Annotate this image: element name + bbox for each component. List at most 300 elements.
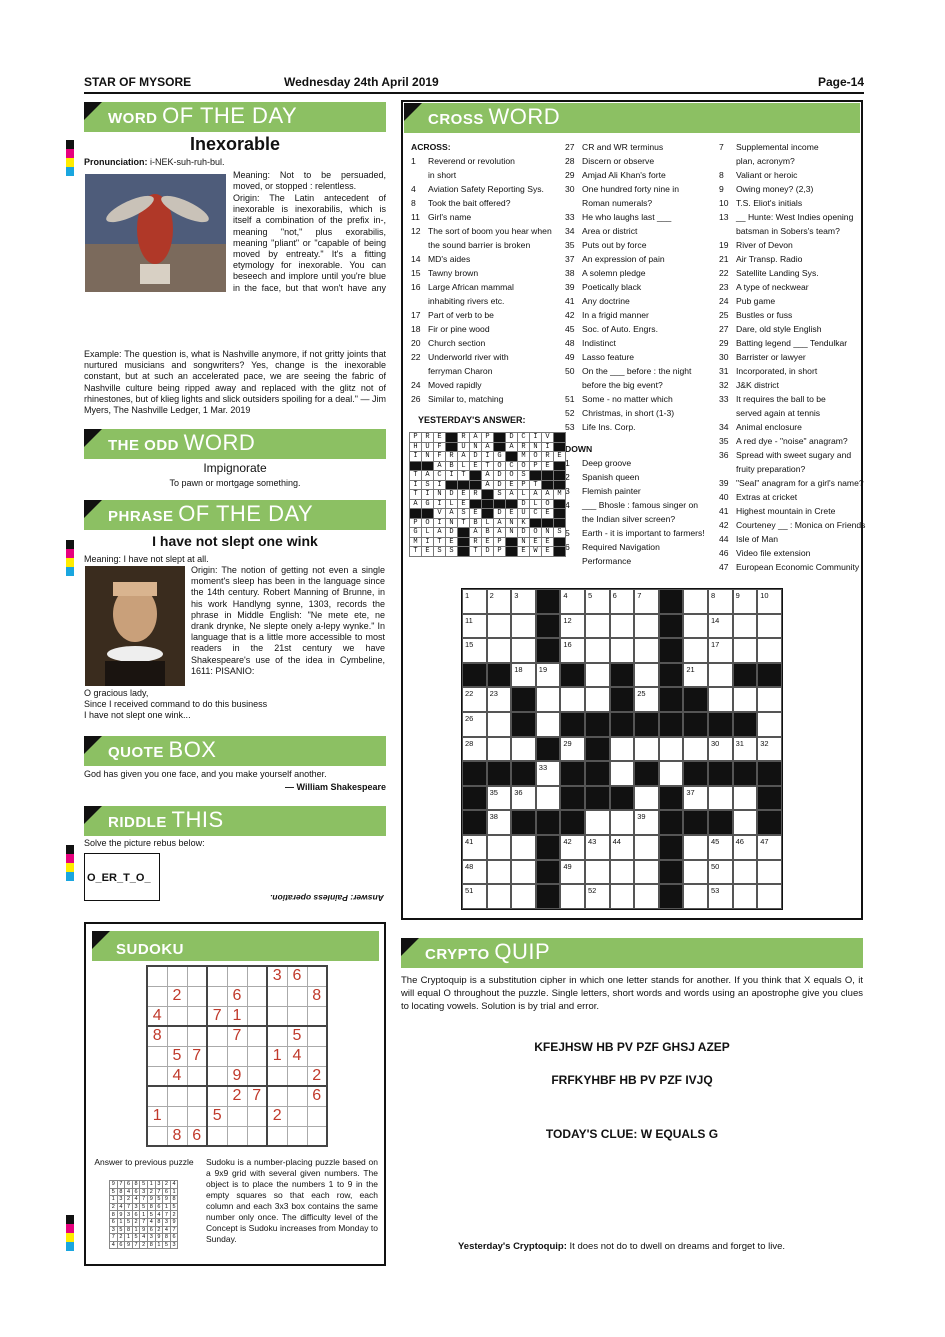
crossword-cell[interactable] [634, 860, 659, 885]
crossword-cell[interactable] [511, 638, 536, 663]
sudoku-prev-cell: 1 [170, 1188, 178, 1196]
sudoku-cell[interactable] [247, 1066, 267, 1086]
crossword-cell[interactable] [536, 786, 561, 811]
crossword-cell[interactable]: 22 [462, 687, 487, 712]
sudoku-cell[interactable] [207, 1026, 227, 1046]
sudoku-cell[interactable]: 2 [167, 986, 187, 1006]
yesterday-cell: O [494, 461, 506, 471]
sudoku-cell[interactable] [247, 966, 267, 986]
yesterday-cell [542, 471, 554, 481]
sudoku-cell[interactable] [307, 1126, 327, 1146]
yesterday-cell: N [542, 528, 554, 538]
yesterday-cell: R [470, 537, 482, 547]
sudoku-cell[interactable] [207, 966, 227, 986]
sudoku-cell[interactable] [167, 1086, 187, 1106]
crossword-cell[interactable]: 38 [487, 810, 512, 835]
crossword-cell[interactable] [610, 810, 635, 835]
yesterday-cell: E [542, 547, 554, 557]
sudoku-cell[interactable] [147, 966, 167, 986]
sudoku-cell[interactable]: 1 [267, 1046, 287, 1066]
sudoku-prev-cell: 6 [110, 1218, 118, 1226]
clue: 52 Christmas, in short (1-3) [565, 408, 675, 418]
crossword-cell[interactable]: 6 [610, 589, 635, 614]
crossword-cell[interactable]: 14 [708, 614, 733, 639]
sudoku-cell[interactable]: 5 [287, 1026, 307, 1046]
sudoku-cell[interactable] [247, 986, 267, 1006]
crossword-cell[interactable] [511, 614, 536, 639]
crossword-cell[interactable] [733, 614, 758, 639]
crossword-cell[interactable]: 19 [536, 663, 561, 688]
crossword-cell[interactable] [536, 712, 561, 737]
crossword-cell[interactable]: 26 [462, 712, 487, 737]
crossword-cell[interactable] [487, 614, 512, 639]
word-example: Example: The question is, what is Nashville anymore, if not gritty joints that nurtured musicians and songwriters? Yes, change is the inexorable constant, but at such an accelerated pace, we are seeing the fabric of Nashville culture being ripped away and replaced with the glitz not of rhinestones, but of klieg lights and slick outsiders spoiling for a deal." — Jim Myers, The Nashville Ledger, 1 Mar. 2019 [84, 349, 386, 416]
sudoku-prev-cell: 8 [110, 1211, 118, 1219]
crossword-cell[interactable] [610, 638, 635, 663]
crossword-cell[interactable]: 5 [585, 589, 610, 614]
sudoku-prev-cell: 5 [140, 1203, 148, 1211]
crossword-cell [462, 761, 487, 786]
crossword-cell[interactable]: 17 [708, 638, 733, 663]
crossword-cell[interactable] [585, 860, 610, 885]
crossword-cell[interactable] [757, 860, 782, 885]
sudoku-cell[interactable] [267, 1126, 287, 1146]
crossword-cell[interactable]: 52 [585, 884, 610, 909]
yesterday-cell: S [446, 547, 458, 557]
sudoku-cell[interactable]: 8 [307, 986, 327, 1006]
sudoku-prev-cell: 3 [132, 1203, 140, 1211]
clue: 2 Spanish queen [565, 472, 640, 482]
sudoku-cell[interactable] [247, 1126, 267, 1146]
sudoku-cell[interactable] [247, 1106, 267, 1126]
sudoku-cell[interactable] [227, 1126, 247, 1146]
crossword-cell[interactable] [487, 712, 512, 737]
crossword-cell [536, 589, 561, 614]
sudoku-cell[interactable] [187, 1086, 207, 1106]
crossword-cell[interactable] [487, 638, 512, 663]
sudoku-prev-cell: 8 [132, 1181, 140, 1189]
clue: 5 Earth - it is important to farmers! [565, 528, 705, 538]
crossword-cell[interactable]: 44 [610, 835, 635, 860]
sudoku-prev-answer [109, 1180, 178, 1249]
sudoku-cell[interactable]: 7 [227, 1026, 247, 1046]
crossword-cell [708, 712, 733, 737]
crossword-cell[interactable] [610, 614, 635, 639]
sudoku-cell[interactable] [147, 1066, 167, 1086]
crossword-cell[interactable] [634, 737, 659, 762]
sudoku-cell[interactable]: 7 [247, 1086, 267, 1106]
yesterday-cell [554, 537, 566, 547]
crossword-cell[interactable]: 48 [462, 860, 487, 885]
phrase-meaning: Meaning: I have not slept at all. [84, 554, 209, 564]
crossword-cell [659, 860, 684, 885]
crossword-cell[interactable] [560, 884, 585, 909]
crossword-cell[interactable]: 11 [462, 614, 487, 639]
yesterday-cell: P [494, 537, 506, 547]
sudoku-cell[interactable] [267, 1086, 287, 1106]
sudoku-cell[interactable] [247, 1046, 267, 1066]
clue: 47 European Economic Community [719, 562, 860, 572]
crossword-cell [585, 712, 610, 737]
sudoku-cell[interactable]: 8 [147, 1026, 167, 1046]
crossword-cell [708, 761, 733, 786]
crossword-cell[interactable]: 45 [708, 835, 733, 860]
crossword-cell[interactable]: 39 [634, 810, 659, 835]
crossword-cell[interactable]: 43 [585, 835, 610, 860]
yesterday-cell: D [494, 471, 506, 481]
crossword-cell[interactable] [757, 687, 782, 712]
sudoku-cell[interactable] [187, 1006, 207, 1026]
sudoku-cell[interactable]: 6 [187, 1126, 207, 1146]
crossword-cell[interactable]: 29 [560, 737, 585, 762]
crossword-cell[interactable] [733, 638, 758, 663]
sudoku-prev-cell: 3 [170, 1241, 178, 1249]
crossword-cell [708, 810, 733, 835]
crossword-cell[interactable] [511, 737, 536, 762]
crossword-cell[interactable]: 16 [560, 638, 585, 663]
sudoku-cell[interactable] [167, 1026, 187, 1046]
yesterday-cell: D [470, 452, 482, 462]
clue: 13 __ Hunte: West Indies opening [719, 212, 854, 222]
sudoku-cell[interactable]: 1 [147, 1106, 167, 1126]
crossword-cell[interactable] [585, 810, 610, 835]
crossword-cell[interactable] [733, 860, 758, 885]
yesterday-cell: N [434, 490, 446, 500]
sudoku-cell[interactable] [267, 1066, 287, 1086]
sudoku-cell[interactable] [307, 966, 327, 986]
sudoku-cell[interactable]: 6 [287, 966, 307, 986]
sudoku-cell[interactable]: 2 [307, 1066, 327, 1086]
sudoku-cell[interactable] [287, 1086, 307, 1106]
crossword-cell[interactable]: 2 [487, 589, 512, 614]
crossword-cell[interactable] [634, 638, 659, 663]
clue: 30 Barrister or lawyer [719, 352, 806, 362]
crossword-cell[interactable]: 9 [733, 589, 758, 614]
sudoku-cell[interactable]: 8 [167, 1126, 187, 1146]
sudoku-cell[interactable] [167, 1106, 187, 1126]
clue: 29 Amjad Ali Khan's forte [565, 170, 666, 180]
yesterday-cell [554, 499, 566, 509]
down-label: DOWN [565, 444, 593, 454]
crossword-cell[interactable] [733, 687, 758, 712]
sudoku-cell[interactable] [247, 1006, 267, 1026]
yesterday-cell [506, 499, 518, 509]
yesterday-cell [554, 547, 566, 557]
crossword-cell[interactable]: 25 [634, 687, 659, 712]
yesterday-cell: U [458, 442, 470, 452]
crossword-cell [560, 810, 585, 835]
crossword-cell [511, 712, 536, 737]
sudoku-cell[interactable] [307, 1106, 327, 1126]
sudoku-cell[interactable]: 1 [227, 1006, 247, 1026]
yesterday-cell: E [434, 433, 446, 443]
crossword-cell[interactable]: 37 [683, 786, 708, 811]
sudoku-cell[interactable] [227, 1106, 247, 1126]
crossword-cell[interactable] [757, 638, 782, 663]
yesterday-cell [494, 442, 506, 452]
sudoku-cell[interactable] [147, 986, 167, 1006]
crossword-cell [462, 786, 487, 811]
sudoku-cell[interactable] [187, 1026, 207, 1046]
crossword-cell[interactable] [733, 884, 758, 909]
sudoku-prev-cell: 7 [132, 1241, 140, 1249]
sudoku-prev-cell: 7 [117, 1181, 125, 1189]
yesterday-cell: D [518, 528, 530, 538]
clue: 11 Girl's name [411, 212, 472, 222]
crossword-cell[interactable] [634, 884, 659, 909]
crossword-cell[interactable]: 12 [560, 614, 585, 639]
sudoku-cell[interactable] [207, 1046, 227, 1066]
crossword-cell[interactable] [683, 737, 708, 762]
sudoku-cell[interactable]: 5 [207, 1106, 227, 1126]
sudoku-cell[interactable] [167, 966, 187, 986]
crossword-cell[interactable] [560, 687, 585, 712]
crossword-cell[interactable]: 50 [708, 860, 733, 885]
sudoku-prev-cell: 5 [117, 1226, 125, 1234]
sudoku-cell[interactable]: 4 [167, 1066, 187, 1086]
crossword-cell[interactable] [610, 761, 635, 786]
crossword-cell[interactable] [536, 687, 561, 712]
crossword-cell[interactable]: 1 [462, 589, 487, 614]
sudoku-cell[interactable]: 4 [147, 1006, 167, 1026]
crossword-cell[interactable]: 53 [708, 884, 733, 909]
yesterday-cell: M [518, 452, 530, 462]
crossword-cell[interactable]: 10 [757, 589, 782, 614]
crossword-cell [659, 638, 684, 663]
crossword-cell[interactable]: 32 [757, 737, 782, 762]
crossword-cell[interactable] [708, 786, 733, 811]
sudoku-cell[interactable]: 2 [227, 1086, 247, 1106]
yesterday-cell [446, 433, 458, 443]
crossword-cell[interactable] [610, 737, 635, 762]
crossword-cell[interactable] [733, 786, 758, 811]
yesterday-cell [554, 480, 566, 490]
crossword-cell[interactable] [511, 884, 536, 909]
sudoku-cell[interactable] [267, 986, 287, 1006]
crossword-cell[interactable] [511, 860, 536, 885]
sudoku-cell[interactable] [267, 1026, 287, 1046]
yesterday-answer-label: YESTERDAY'S ANSWER: [418, 415, 526, 425]
sudoku-cell[interactable]: 5 [167, 1046, 187, 1066]
crossword-cell[interactable]: 28 [462, 737, 487, 762]
crossword-cell[interactable] [634, 786, 659, 811]
crossword-cell[interactable]: 36 [511, 786, 536, 811]
clue: 45 Soc. of Auto. Engrs. [565, 324, 658, 334]
yesterday-cell: T [410, 471, 422, 481]
yesterday-cell [554, 433, 566, 443]
crossword-cell[interactable]: 47 [757, 835, 782, 860]
sudoku-cell[interactable] [187, 986, 207, 1006]
sudoku-prev-cell: 7 [110, 1234, 118, 1242]
sudoku-cell[interactable] [187, 1106, 207, 1126]
crossword-cell[interactable] [683, 884, 708, 909]
sudoku-cell[interactable] [287, 986, 307, 1006]
sudoku-cell[interactable] [247, 1026, 267, 1046]
yesterday-cell: A [494, 528, 506, 538]
crossword-cell[interactable] [634, 614, 659, 639]
yesterday-cell: E [506, 509, 518, 519]
sudoku-cell[interactable] [287, 1106, 307, 1126]
sudoku-cell[interactable]: 4 [287, 1046, 307, 1066]
yesterday-cell: O [422, 518, 434, 528]
yesterday-cell: E [422, 547, 434, 557]
crossword-cell[interactable] [708, 687, 733, 712]
sudoku-cell[interactable] [207, 1066, 227, 1086]
sudoku-cell[interactable] [307, 1006, 327, 1026]
yesterday-cell: P [482, 433, 494, 443]
yesterday-cell: G [494, 452, 506, 462]
yesterday-cell: S [554, 528, 566, 538]
sudoku-prev-cell: 2 [140, 1241, 148, 1249]
yesterday-cell: A [542, 490, 554, 500]
yesterday-cell: A [530, 490, 542, 500]
crossword-cell[interactable] [683, 638, 708, 663]
sudoku-cell[interactable] [187, 1066, 207, 1086]
crossword-cell[interactable] [683, 614, 708, 639]
clue: 44 Isle of Man [719, 534, 779, 544]
sudoku-prev-cell: 8 [163, 1234, 171, 1242]
pronunciation: i-NEK-suh-ruh-bul. [150, 157, 225, 167]
crossword-cell [610, 687, 635, 712]
crossword-cell [536, 737, 561, 762]
crossword-cell[interactable]: 30 [708, 737, 733, 762]
crossword-cell[interactable] [487, 737, 512, 762]
crossword-cell[interactable] [733, 810, 758, 835]
crossword-cell[interactable] [757, 614, 782, 639]
issue-date: Wednesday 24th April 2019 [284, 75, 439, 89]
sudoku-cell[interactable] [287, 1066, 307, 1086]
crossword-cell[interactable]: 42 [560, 835, 585, 860]
crossword-cell[interactable]: 49 [560, 860, 585, 885]
sudoku-description: Sudoku is a number-placing puzzle based on a 9x9 grid with several given numbers. The object is to place the numbers 1 to 9 in the empty squares so that each row, each column and each 3x3 box contains the same number only once. The difficulty level of the Concept is Sudoku increases from Monday to Sunday. [206, 1157, 378, 1244]
clue: 8 Valiant or heroic [719, 170, 798, 180]
crossword-cell[interactable] [610, 860, 635, 885]
yesterday-cell: A [470, 528, 482, 538]
crossword-cell [536, 638, 561, 663]
crossword-cell [683, 687, 708, 712]
crossword-cell[interactable]: 51 [462, 884, 487, 909]
sudoku-prev-label: Answer to previous puzzle [94, 1157, 194, 1167]
yesterday-cell: R [542, 452, 554, 462]
crossword-cell[interactable]: 23 [487, 687, 512, 712]
page-number: Page-14 [817, 75, 864, 89]
sudoku-cell[interactable] [187, 966, 207, 986]
crossword-cell[interactable]: 35 [487, 786, 512, 811]
crossword-cell[interactable] [659, 737, 684, 762]
color-registration-mark [66, 140, 74, 176]
clue: 42 Courteney __ : Monica on Friends [719, 520, 866, 530]
sudoku-cell[interactable]: 6 [227, 986, 247, 1006]
word-of-day-title: Inexorable [189, 134, 281, 154]
yesterday-cell [410, 461, 422, 471]
crossword-cell[interactable] [585, 687, 610, 712]
crossword-cell[interactable] [683, 835, 708, 860]
sudoku-prev-cell: 4 [117, 1203, 125, 1211]
sudoku-cell[interactable] [307, 1046, 327, 1066]
sudoku-cell[interactable] [287, 1006, 307, 1026]
crossword-cell [733, 761, 758, 786]
crossword-cell[interactable]: 41 [462, 835, 487, 860]
crossword-cell[interactable]: 33 [536, 761, 561, 786]
sudoku-cell[interactable] [227, 966, 247, 986]
yesterday-cell: U [518, 509, 530, 519]
crossword-cell[interactable]: 18 [511, 663, 536, 688]
sudoku-cell[interactable] [207, 1086, 227, 1106]
sudoku-cell[interactable] [147, 1086, 167, 1106]
crossword-cell[interactable] [610, 884, 635, 909]
yesterday-cell: A [506, 490, 518, 500]
sudoku-cell[interactable] [207, 986, 227, 1006]
sudoku-cell[interactable] [147, 1046, 167, 1066]
sudoku-cell[interactable] [167, 1006, 187, 1026]
crossword-cell[interactable]: 31 [733, 737, 758, 762]
crossword-cell[interactable] [634, 835, 659, 860]
crossword-cell[interactable]: 46 [733, 835, 758, 860]
sudoku-cell[interactable] [207, 1126, 227, 1146]
yesterday-cell: P [410, 518, 422, 528]
crossword-cell[interactable] [585, 614, 610, 639]
sudoku-prev-cell: 2 [110, 1203, 118, 1211]
sudoku-cell[interactable]: 2 [267, 1106, 287, 1126]
sudoku-cell[interactable] [287, 1126, 307, 1146]
crossword-cell[interactable] [585, 663, 610, 688]
sudoku-cell[interactable]: 7 [207, 1006, 227, 1026]
sudoku-prev-cell: 2 [125, 1196, 133, 1204]
crossword-cell[interactable] [683, 589, 708, 614]
cryptoquip-line-1: KFEJHSW HB PV PZF GHSJ AZEP [534, 1040, 730, 1054]
crossword-cell[interactable]: 3 [511, 589, 536, 614]
yesterday-cell: R [422, 433, 434, 443]
clue: 1 Deep groove [565, 458, 632, 468]
sudoku-prev-cell: 7 [125, 1203, 133, 1211]
crossword-cell[interactable] [634, 663, 659, 688]
sudoku-cell[interactable]: 9 [227, 1066, 247, 1086]
clue: 49 Lasso feature [565, 352, 635, 362]
clue: 35 Puts out by force [565, 240, 647, 250]
sudoku-cell[interactable]: 3 [267, 966, 287, 986]
yesterday-cell: E [458, 490, 470, 500]
sudoku-cell[interactable]: 6 [307, 1086, 327, 1106]
yesterday-cell: I [422, 490, 434, 500]
yesterday-cell: D [506, 433, 518, 443]
crossword-cell[interactable]: 15 [462, 638, 487, 663]
sudoku-cell[interactable]: 7 [187, 1046, 207, 1066]
sudoku-cell[interactable] [307, 1026, 327, 1046]
crossword-cell[interactable] [585, 638, 610, 663]
sudoku-cell[interactable] [267, 1006, 287, 1026]
crossword-cell [560, 663, 585, 688]
clue: 18 Fir or pine wood [411, 324, 490, 334]
crossword-cell[interactable] [487, 884, 512, 909]
crossword-cell[interactable] [708, 663, 733, 688]
crossword-cell[interactable]: 7 [634, 589, 659, 614]
crossword-cell[interactable] [487, 860, 512, 885]
sudoku-cell[interactable] [147, 1126, 167, 1146]
crossword-cell[interactable] [487, 835, 512, 860]
yesterday-cell: D [446, 528, 458, 538]
clue: 1 Reverend or revolution [411, 156, 515, 166]
crossword-cell[interactable]: 4 [560, 589, 585, 614]
crossword-cell[interactable] [511, 835, 536, 860]
crossword-cell[interactable] [757, 884, 782, 909]
sudoku-cell[interactable] [227, 1046, 247, 1066]
crossword-cell[interactable] [757, 712, 782, 737]
crossword-cell[interactable]: 21 [683, 663, 708, 688]
crossword-cell[interactable]: 8 [708, 589, 733, 614]
sudoku-prev-cell: 3 [140, 1188, 148, 1196]
crossword-cell[interactable] [659, 761, 684, 786]
crossword-cell[interactable] [683, 860, 708, 885]
